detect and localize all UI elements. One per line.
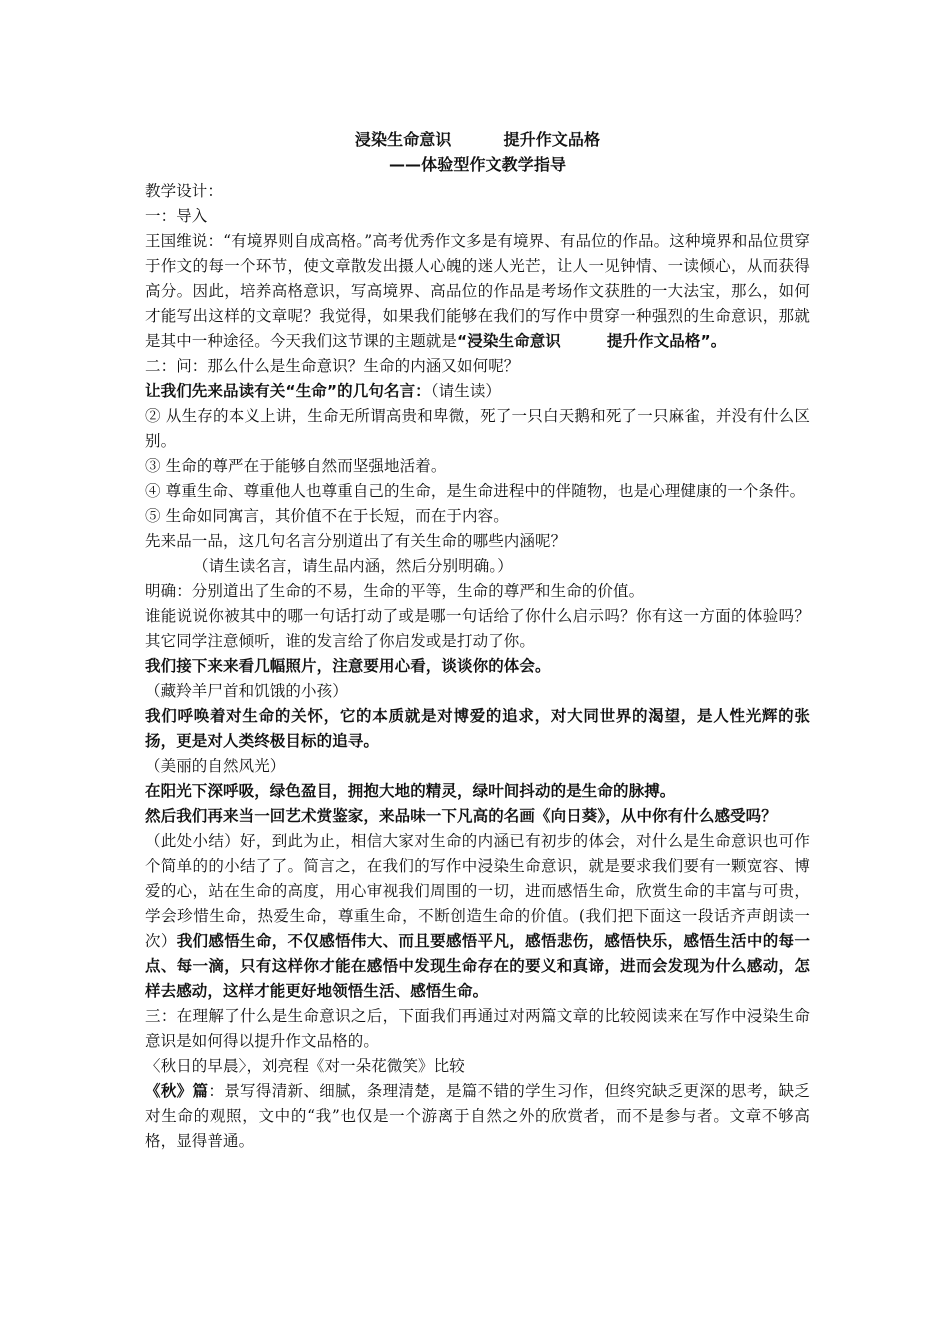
document-body xyxy=(145,127,810,1154)
intro-theme-b: 提升作文品格”。 xyxy=(606,332,727,350)
intro-text: 王国维说：“有境界则自成高格。”高考优秀作文多是有境界、有品位的作品。这种境界和品位贯穿于作文的每一个环节，使文章散发出摄人心魄的迷人光芒，让人一见钟情、一读倾心，从而获得高分。因此，培养高格意识，写高境界、高品位的作品是考场作文获胜的一大法宝，那么，如何才能写出这样的文章呢？我觉得，如果我们能够在我们的写作中贯穿一种强烈的生命意识，那就是其中一种途径。今天我们这节课的主题就是 xyxy=(145,232,810,350)
section-3-paragraph: 三：在理解了什么是生命意识之后，下面我们再通过对两篇文章的比较阅读来在写作中浸染生命意识是如何得以提升作文品格的。 xyxy=(145,1007,810,1050)
summary-text: （此处小结）好，到此为止，相信大家对生命的内涵已有初步的体会，对什么是生命意识也可作个简单的的小结了了。简言之，在我们的写作中浸染生命意识，就是要求我们要有一颗宽容、博爱的心，站在生命的高度，用心审视我们周围的一切，进而感悟生命，欣赏生命的丰富与可贵，学会珍惜生命，热爱生命，尊重生命，不断创造生命的价值。(我们把下面这一段话齐声朗读一次） xyxy=(145,832,810,950)
compare-line: 〈秋日的早晨〉，刘亮程《对一朵花微笑》比较 xyxy=(145,1057,465,1075)
summary-paragraph xyxy=(145,829,810,1004)
photo-2-caption: （美丽的自然风光） xyxy=(145,757,286,775)
vangogh-prompt: 然后我们再来当一回艺术赏鉴家，来品味一下凡高的名画《向日葵》，从中你有什么感受吗？ xyxy=(145,807,777,825)
autumn-label: 《秋》篇 xyxy=(145,1082,209,1100)
title-part-2: 提升作文品格 xyxy=(503,130,601,149)
discuss-paragraph: 谁能说说你被其中的哪一句话打动了或是哪一句话给了你什么启示吗？你有这一方面的体验吗？其它同学注意倾听，谁的发言给了你启发或是打动了你。 xyxy=(145,607,810,650)
quote-5: ⑤ 生命如同寓言，其价值不在于长短，而在于内容。 xyxy=(145,507,509,525)
quote-2: ② 从生存的本义上讲，生命无所谓高贵和卑微，死了一只白天鹅和死了一只麻雀，并没有什么区别。 xyxy=(145,407,810,450)
quotes-lead xyxy=(145,379,810,404)
intro-paragraph xyxy=(145,229,810,354)
clarify-paragraph: 明确：分别道出了生命的不易，生命的平等，生命的尊严和生命的价值。 xyxy=(145,582,645,600)
autumn-analysis xyxy=(145,1079,810,1154)
quote-3: ③ 生命的尊严在于能够自然而坚强地活着。 xyxy=(145,457,447,475)
ask-paragraph: 先来品一品，这几句名言分别道出了有关生命的哪些内涵呢？ xyxy=(145,532,567,550)
autumn-text: ：景写得清新、细腻，条理清楚，是篇不错的学生习作，但终究缺乏更深的思考，缺乏对生命的观照，文中的“我”也仅是一个游离于自然之外的欣赏者，而不是参与者。文章不够高格，显得普通。 xyxy=(145,1082,810,1150)
photos-intro: 我们接下来来看几幅照片，注意要用心看，谈谈你的体会。 xyxy=(145,657,551,675)
quotes-lead-bold: 让我们先来品读有关“生命”的几句名言： xyxy=(145,382,431,400)
photo-2-reflection: 在阳光下深呼吸，绿色盈目，拥抱大地的精灵，绿叶间抖动的是生命的脉搏。 xyxy=(145,782,676,800)
ask-note: （请生读名言，请生品内涵，然后分别明确。） xyxy=(193,557,513,575)
summary-bold: 我们感悟生命，不仅感悟伟大、而且要感悟平凡，感悟悲伤，感悟快乐，感悟生活中的每一点、每一滴，只有这样你才能在感悟中发现生命存在的要义和真谛，进而会发现为什么感动，怎样去感动，这样才能更好地领悟生活、感悟生命。 xyxy=(145,932,810,1000)
document-subtitle: ——体验型作文教学指导 xyxy=(388,155,567,174)
design-label: 教学设计： xyxy=(145,182,224,200)
photo-1-reflection: 我们呼唤着对生命的关怀，它的本质就是对博爱的追求，对大同世界的渴望，是人性光辉的张扬，更是对人类终极目标的追寻。 xyxy=(145,707,810,750)
document-title xyxy=(145,127,810,152)
quotes-lead-note: （请生读） xyxy=(430,382,502,400)
quote-4: ④ 尊重生命、尊重他人也尊重自己的生命，是生命进程中的伴随物，也是心理健康的一个条件。 xyxy=(145,482,806,500)
section-2-heading: 二：问：那么什么是生命意识？生命的内涵又如何呢？ xyxy=(145,357,520,375)
intro-theme-a: “浸染生命意识 xyxy=(457,332,561,350)
photo-1-caption: （藏羚羊尸首和饥饿的小孩） xyxy=(145,682,348,700)
title-part-1: 浸染生命意识 xyxy=(354,130,452,149)
section-1-heading: 一：导入 xyxy=(145,207,208,225)
